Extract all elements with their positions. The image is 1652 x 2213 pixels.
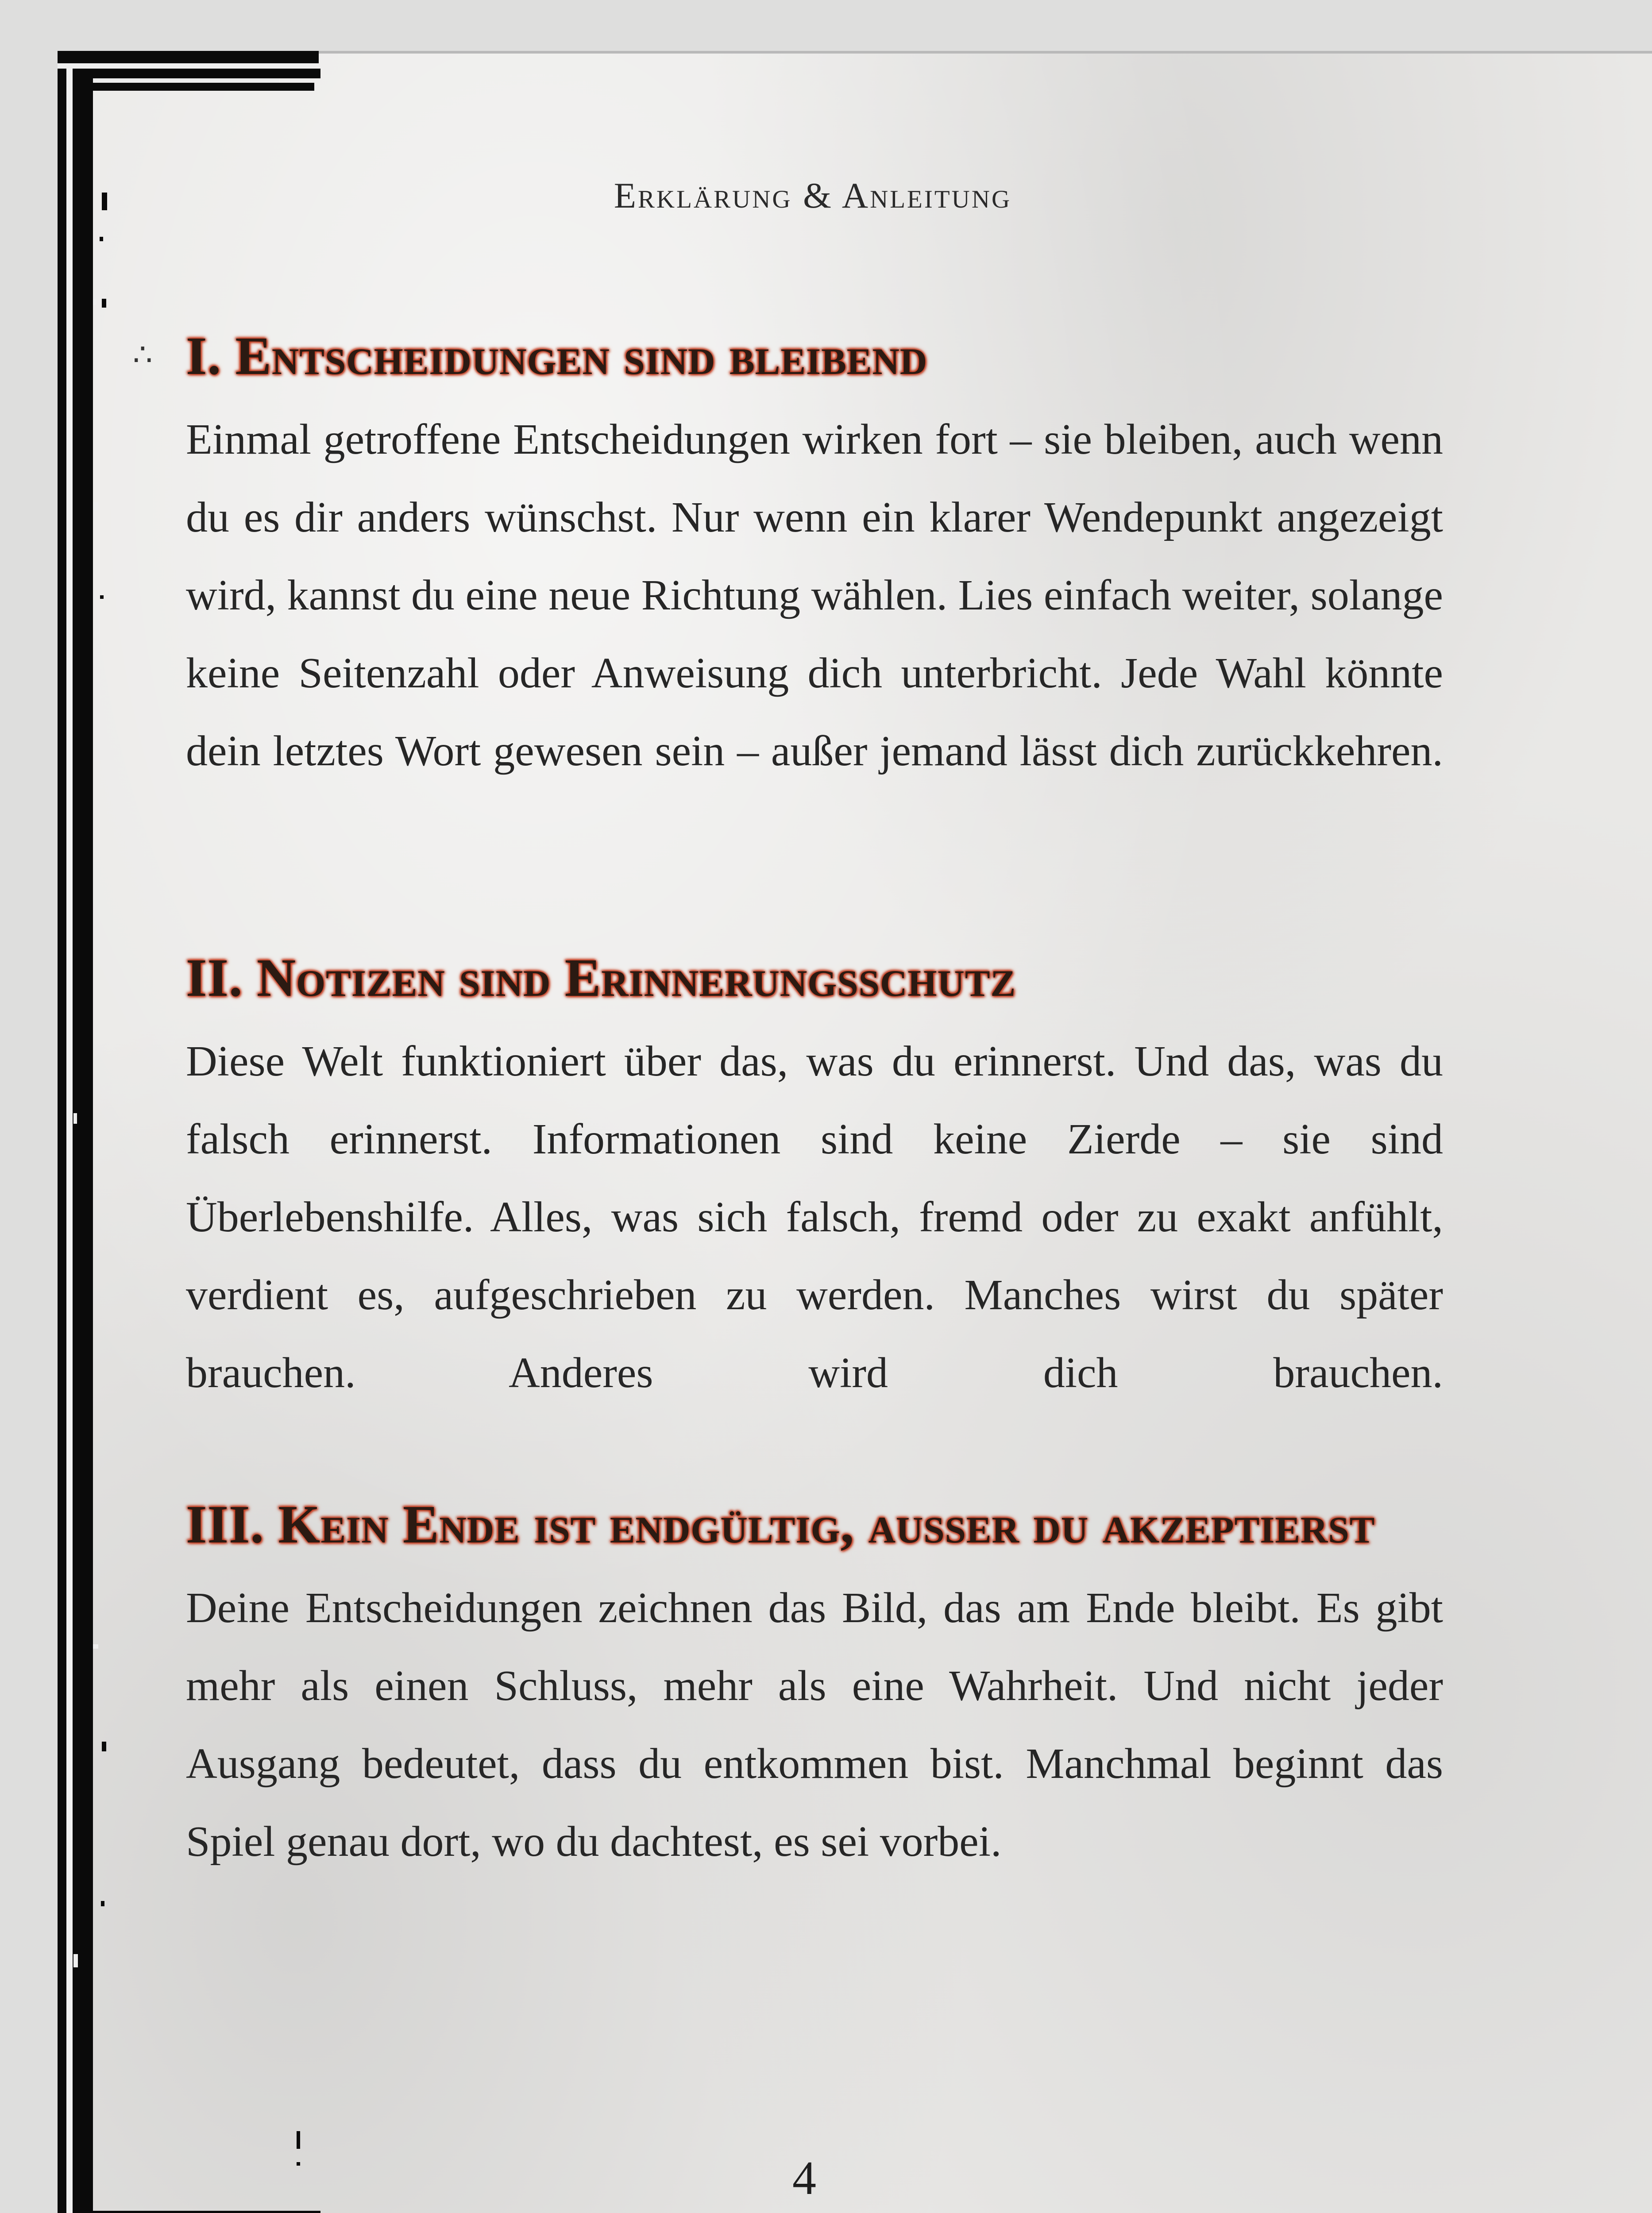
page-header: Erklärung & Anleitung <box>614 175 1012 216</box>
section-title-1: I. Entscheidungen sind bleibend <box>186 326 928 386</box>
section-title-2: II. Notizen sind Erinnerungsschutz <box>186 948 1016 1008</box>
section-text-3: Deine Entscheidungen zeichnen das Bild, das am Ende bleibt. Es gibt mehr als einen Schluss, mehr als eine Wahrheit. Und nicht jeder Ausgang bedeutet, dass du entkommen bist. Manchmal beginnt das Spiel genau dort, wo du dachtest, es sei vorbei. <box>186 1584 1443 1866</box>
section-title-3: III. Kein Ende ist endgültig, ausser du akzeptierst <box>186 1495 1375 1554</box>
decorative-dots: ∴ <box>133 338 153 372</box>
section-text-2: Diese Welt funktioniert über das, was du erinnerst. Und das, was du falsch erinnerst. Informationen sind keine Zierde – sie sind Überlebenshilfe. Alles, was sich falsch, fremd oder zu exakt anfühlt, verdient es, aufgeschrieben zu werden. Manches wirst du später brauchen. Anderes wird dich brauchen. <box>186 1037 1443 1397</box>
page-number: 4 <box>792 2152 816 2205</box>
section-text-1: Einmal getroffene Entscheidungen wirken fort – sie bleiben, auch wenn du es dir anders wünschst. Nur wenn ein klarer Wendepunkt angezeigt wird, kannst du eine neue Richtung wählen. Lies einfach weiter, solange keine Seitenzahl oder Anweisung dich unterbricht. Jede Wahl könnte dein letztes Wort gewesen sein – außer jemand lässt dich zurückkehren. <box>186 416 1443 775</box>
